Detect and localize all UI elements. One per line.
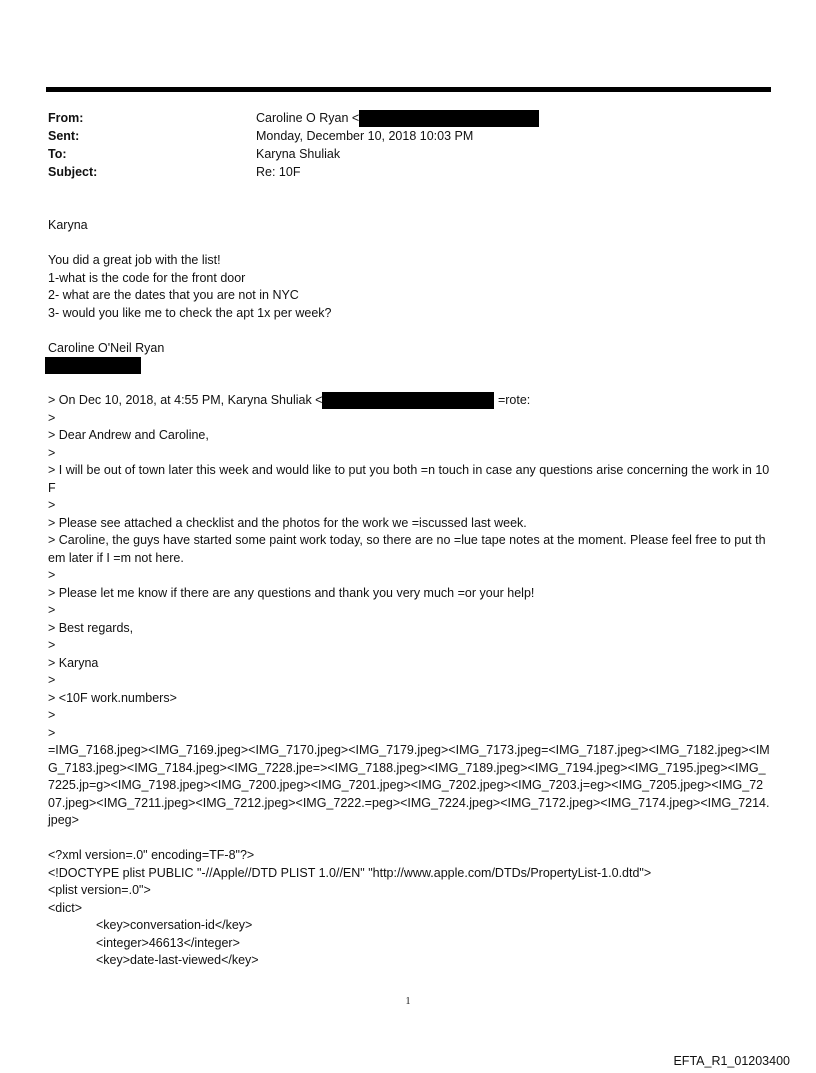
quoted-line: > Caroline, the guys have started some paint work today, so there are no =lue tape notes at the moment. Please feel free to put them later if I =m not here. xyxy=(48,533,766,565)
quoted-line: > xyxy=(48,725,56,740)
quoted-line: > I will be out of town later this week and would like to put you both =n touch in case any questions arise concerning the work in 10F xyxy=(48,463,770,495)
signature: Caroline O'Neil Ryan xyxy=(48,340,165,355)
attachment-list: =IMG_7168.jpeg><IMG_7169.jpeg><IMG_7170.jpeg><IMG_7179.jpeg><IMG_7173.jpeg=<IMG_7187.jpeg><IMG_7182.jpeg><IMG_7183.jpeg><IMG_7184.jpeg><IMG_7228.jpe=><IMG_7188.jpeg><IMG_7189.jpeg><IMG_7194.jpeg><IMG_7195.jpeg><IMG_7225.jp=g><IMG_7198.jpeg><IMG_7200.jpeg><IMG_7201.jpeg><IMG_7202.jpeg><IMG_7203.j=eg><IMG_7205.jpeg><IMG_7207.jpeg><IMG_7211.jpeg><IMG_7212.jpeg><IMG_7222.=peg><IMG_7224.jpeg><IMG_7172.jpeg><IMG_7174.jpeg><IMG_7214.jpeg> xyxy=(48,743,770,827)
bates-number: EFTA_R1_01203400 xyxy=(673,1054,790,1068)
redaction-block xyxy=(45,357,141,374)
plist-line: <key>conversation-id</key> xyxy=(96,918,253,932)
message-line: 2- what are the dates that you are not in NYC xyxy=(48,288,299,302)
quoted-line: > xyxy=(48,603,56,617)
page-number: 1 xyxy=(405,996,411,1007)
sent-value: Monday, December 10, 2018 10:03 PM xyxy=(256,129,474,143)
message-line: 1-what is the code for the front door xyxy=(48,270,246,285)
plist-line: <plist version=.0"> xyxy=(48,883,151,897)
quoted-line: > xyxy=(48,673,56,687)
quoted-line: > xyxy=(48,708,56,722)
plist-line: <integer>46613</integer> xyxy=(96,935,240,950)
quoted-line: > Please see attached a checklist and the photos for the work we =iscussed last week. xyxy=(48,515,527,530)
subject-value: Re: 10F xyxy=(256,165,301,179)
quoted-line: > <10F work.numbers> xyxy=(48,690,177,705)
quoted-intro: > On Dec 10, 2018, at 4:55 PM, Karyna Shuliak < =rote: xyxy=(48,392,770,410)
from-row xyxy=(48,109,768,127)
message-line: 3- would you like me to check the apt 1x per week? xyxy=(48,305,332,320)
sent-label: Sent: xyxy=(48,129,80,143)
quoted-line: > xyxy=(48,638,56,652)
redaction-block xyxy=(322,392,494,409)
quoted-line: > Best regards, xyxy=(48,620,134,635)
plist-line: <key>date-last-viewed</key> xyxy=(96,953,259,967)
from-label: From: xyxy=(48,111,84,125)
message-line: You did a great job with the list! xyxy=(48,253,221,267)
from-value: Caroline O Ryan < xyxy=(256,109,768,127)
sent-row xyxy=(48,127,768,145)
plist-line: <dict> xyxy=(48,900,83,915)
to-label: To: xyxy=(48,147,67,161)
plist-line: <?xml version=.0" encoding=TF-8"?> xyxy=(48,848,255,862)
top-rule xyxy=(46,87,771,92)
to-value: Karyna Shuliak xyxy=(256,147,341,161)
quoted-line: > Dear Andrew and Caroline, xyxy=(48,428,209,442)
email-body xyxy=(48,217,770,970)
greeting: Karyna xyxy=(48,218,88,232)
email-header xyxy=(48,109,768,181)
quoted-line: > Please let me know if there are any questions and thank you very much =or your help! xyxy=(48,585,535,600)
subject-row xyxy=(48,163,768,181)
quoted-line: > xyxy=(48,445,56,460)
quoted-line: > Karyna xyxy=(48,655,99,670)
to-row xyxy=(48,145,768,163)
plist-line: <!DOCTYPE plist PUBLIC "-//Apple//DTD PLIST 1.0//EN" "http://www.apple.com/DTDs/PropertyList-1.0.dtd"> xyxy=(48,865,652,880)
quoted-line: > xyxy=(48,498,56,512)
redaction-block xyxy=(359,110,539,127)
subject-label: Subject: xyxy=(48,165,98,179)
quoted-line: > xyxy=(48,568,56,582)
signature-redaction xyxy=(48,357,770,375)
quoted-line: > xyxy=(48,410,56,425)
